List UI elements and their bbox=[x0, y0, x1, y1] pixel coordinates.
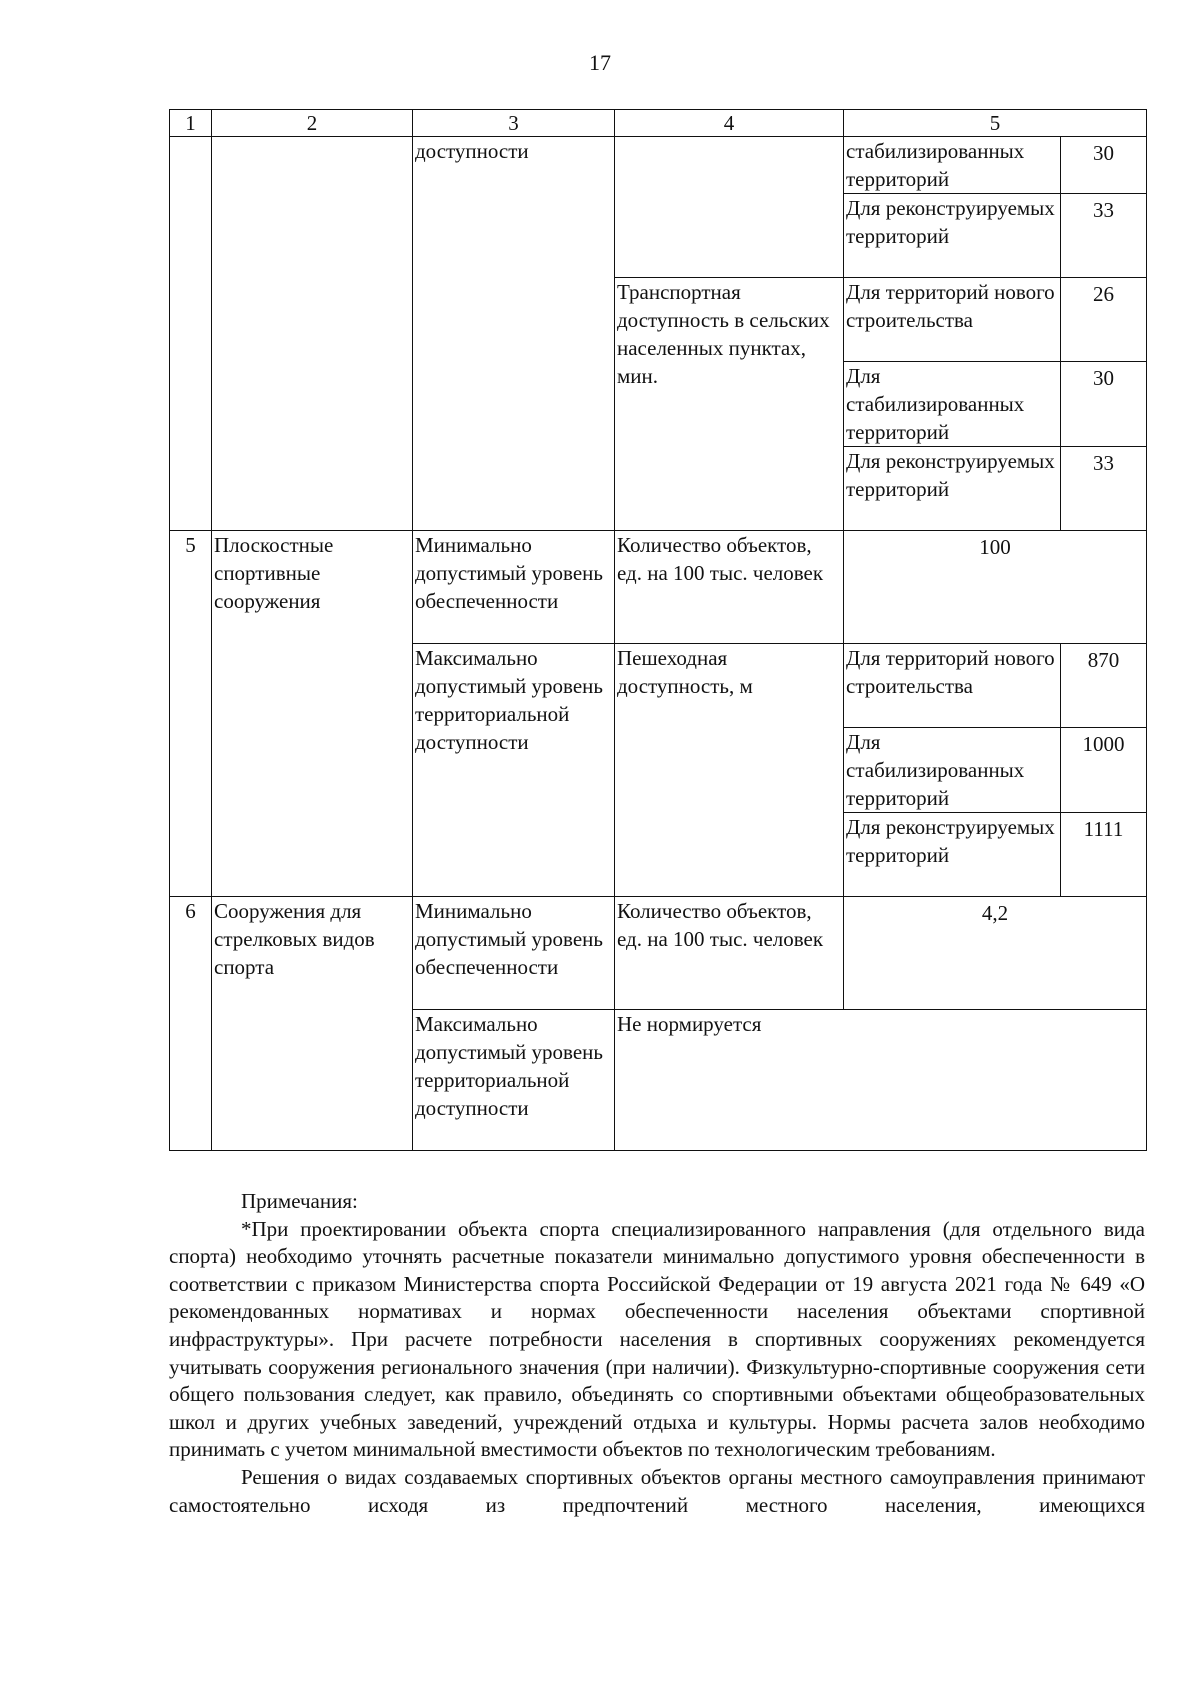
row-number: 6 bbox=[170, 897, 212, 1151]
rural-transport-indicator: Транспортная доступность в сельских населенных пунктах, мин. bbox=[615, 278, 844, 531]
subcategory-label: Для реконструируемых территорий bbox=[844, 447, 1061, 531]
table-row bbox=[170, 137, 1147, 194]
header-col-5: 5 bbox=[844, 110, 1147, 137]
subcategory-label: стабилизированных территорий bbox=[844, 137, 1061, 194]
min-indicator: Количество объектов, ед. на 100 тыс. человек bbox=[615, 531, 844, 644]
cell-level-cont: доступности bbox=[413, 137, 615, 531]
standards-table bbox=[169, 109, 1147, 1151]
table-row bbox=[170, 531, 1147, 644]
header-col-1: 1 bbox=[170, 110, 212, 137]
max-level-label: Максимально допустимый уровень территориальной доступности bbox=[413, 1010, 615, 1151]
facility-name: Плоскостные спортивные сооружения bbox=[212, 531, 413, 897]
table-row bbox=[170, 897, 1147, 1010]
subcategory-value: 30 bbox=[1061, 362, 1147, 447]
cell-num-cont bbox=[170, 137, 212, 531]
max-indicator: Не нормируется bbox=[615, 1010, 1147, 1151]
min-level-label: Минимально допустимый уровень обеспеченности bbox=[413, 897, 615, 1010]
notes-section bbox=[169, 1188, 1145, 1519]
header-col-4: 4 bbox=[615, 110, 844, 137]
min-indicator: Количество объектов, ед. на 100 тыс. человек bbox=[615, 897, 844, 1010]
subcategory-value: 33 bbox=[1061, 447, 1147, 531]
cell-indicator-cont bbox=[615, 137, 844, 278]
subcategory-label: Для реконструируемых территорий bbox=[844, 813, 1061, 897]
notes-title: Примечания: bbox=[241, 1189, 358, 1213]
min-level-label: Минимально допустимый уровень обеспеченности bbox=[413, 531, 615, 644]
subcategory-value: 1111 bbox=[1061, 813, 1147, 897]
subcategory-value: 26 bbox=[1061, 278, 1147, 362]
facility-name: Сооружения для стрелковых видов спорта bbox=[212, 897, 413, 1151]
table-header-row bbox=[170, 110, 1147, 137]
subcategory-label: Для территорий нового строительства bbox=[844, 644, 1061, 728]
min-value: 4,2 bbox=[844, 897, 1147, 1010]
subcategory-value: 33 bbox=[1061, 194, 1147, 278]
max-indicator: Пешеходная доступность, м bbox=[615, 644, 844, 897]
subcategory-value: 30 bbox=[1061, 137, 1147, 194]
subcategory-label: Для реконструируемых территорий bbox=[844, 194, 1061, 278]
row-number: 5 bbox=[170, 531, 212, 897]
header-col-2: 2 bbox=[212, 110, 413, 137]
subcategory-label: Для стабилизированных территорий bbox=[844, 362, 1061, 447]
header-col-3: 3 bbox=[413, 110, 615, 137]
notes-paragraph: *При проектировании объекта спорта специализированного направления (для отдельного вида спорта) необходимо уточнять расчетные показатели минимально допустимого уровня обеспеченности в соответствии с приказом Министерства спорта Российской Федерации от 19 августа 2021 года № 649 «О рекомендованных нормативах и нормах обеспеченности населения объектами спортивной инфраструктуры». При расчете потребности населения в спортивных сооружениях рекомендуется учитывать сооружения регионального значения (при наличии). Физкультурно-спортивные сооружения сети общего пользования следует, как правило, объединять со спортивными объектами общеобразовательных школ и других учебных заведений, учреждений отдыха и культуры. Нормы расчета залов необходимо принимать с учетом минимальной вместимости объектов по технологическим требованиям. bbox=[169, 1216, 1145, 1462]
page-number: 17 bbox=[589, 50, 611, 75]
cell-name-cont bbox=[212, 137, 413, 531]
max-level-label: Максимально допустимый уровень территориальной доступности bbox=[413, 644, 615, 897]
subcategory-label: Для территорий нового строительства bbox=[844, 278, 1061, 362]
subcategory-value: 1000 bbox=[1061, 728, 1147, 813]
notes-paragraph: Решения о видах создаваемых спортивных объектов органы местного самоуправления принимают самостоятельно исходя из предпочтений местного населения, имеющихся bbox=[169, 1464, 1145, 1517]
min-value: 100 bbox=[844, 531, 1147, 644]
subcategory-label: Для стабилизированных территорий bbox=[844, 728, 1061, 813]
subcategory-value: 870 bbox=[1061, 644, 1147, 728]
